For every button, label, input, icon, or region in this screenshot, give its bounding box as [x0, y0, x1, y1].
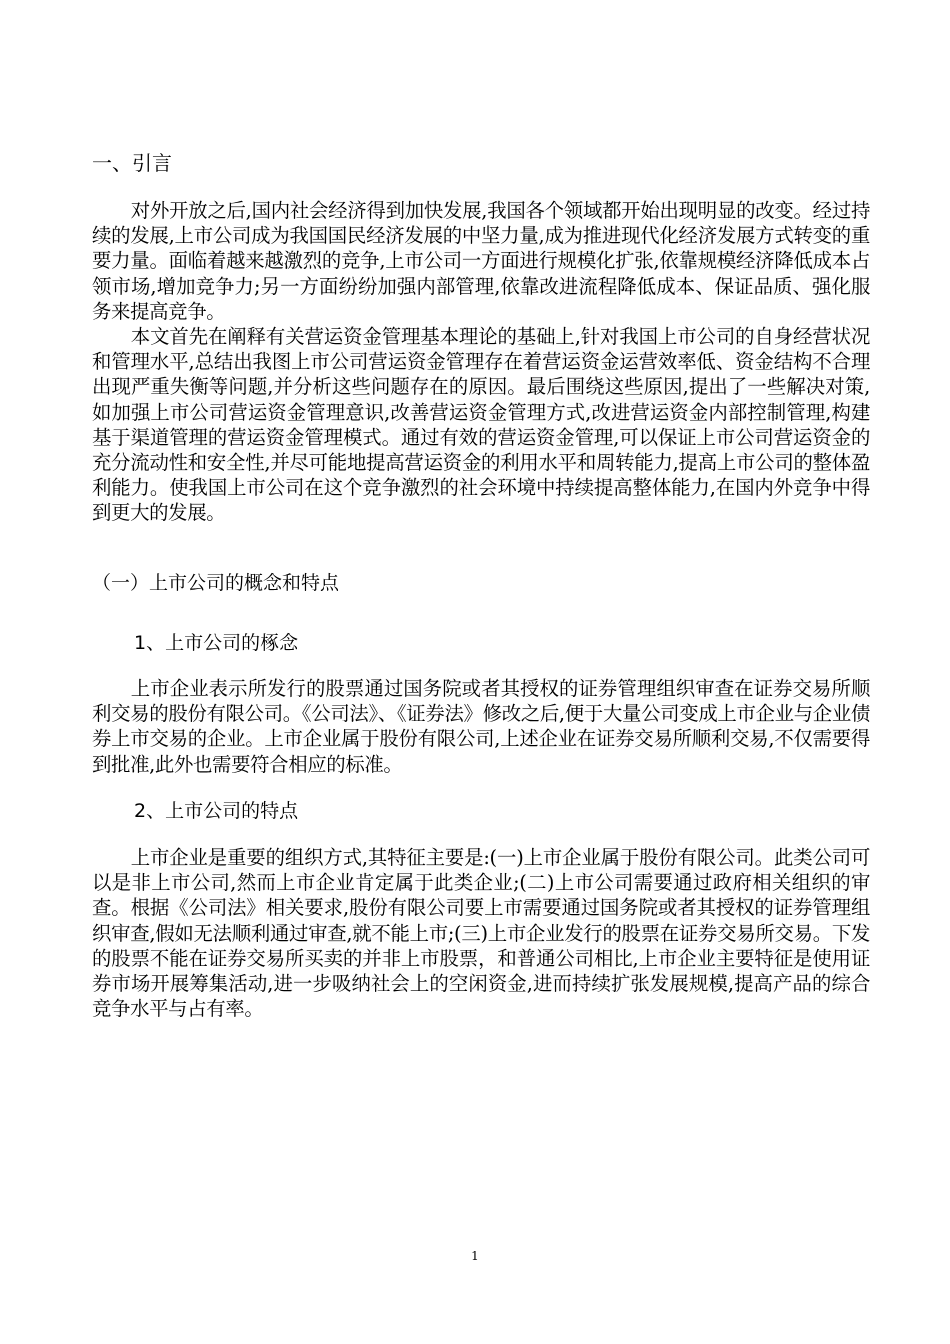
page-number: 1 [471, 1249, 479, 1263]
intro-paragraph-1: 对外开放之后,国内社会经济得到加快发展,我国各个领域都开始出现明显的改变。经过持续的发展,上市公司成为我国国民经济发展的中坚力量,成为推进现代化经济发展方式转变的重要力量。面临着越来越激烈的竞争,上市公司一方面进行规模化扩张,依靠规模经济降低成本占领市场,增加竞争力;另一方面纷纷加强内部管理,依靠改进流程降低成本、保证品质、强化服务来提高竞争。 [92, 199, 870, 323]
section-heading-concept-features: （一）上市公司的概念和特点 [92, 572, 340, 594]
heading-introduction: 一、引言 [92, 151, 172, 175]
concept-paragraph: 上市企业表示所发行的股票通过国务院或者其授权的证券管理组织审查在证券交易所顺利交易的股份有限公司。《公司法》、《证券法》修改之后,便于大量公司变成上市企业与企业债券上市交易的企业。上市企业属于股份有限公司,上述企业在证券交易所顺利交易,不仅需要得到批准,此外也需要符合相应的标准。 [92, 677, 870, 776]
subheading-features: 2、上市公司的特点 [134, 800, 299, 822]
subheading-concept: 1、上市公司的椓念 [134, 632, 299, 654]
features-paragraph: 上市企业是重要的组织方式,其特征主要是:(一)上市企业属于股份有限公司。此类公司可以是非上市公司,然而上市企业肯定属于此类企业;(二)上市公司需要通过政府相关组织的审查。根据《公司法》相关要求,股份有限公司要上市需要通过国务院或者其授权的证券管理组织审查,假如无法顺利通过审查,就不能上市;(三)上市企业发行的股票在证券交易所交易。下发的股票不能在证券交易所买卖的并非上市股票，和普通公司相比,上市企业主要特征是使用证券市场开展筹集活动,进一步吸纳社会上的空闲资金,进而持续扩张发展规模,提高产品的综合竞争水平与占有率。 [92, 846, 870, 1021]
intro-paragraph-2: 本文首先在阐释有关营运资金管理基本理论的基础上,针对我国上市公司的自身经营状况和管理水平,总结出我图上市公司营运资金管理存在着营运资金运营效率低、资金结构不合理出现严重失衡等问题,并分析这些问题存在的原因。最后围绕这些原因,提出了一些解决对策,如加强上市公司营运资金管理意识,改善营运资金管理方式,改进营运资金内部控制管理,构建基于渠道管理的营运资金管理模式。通过有效的营运资金管理,可以保证上市公司营运资金的充分流动性和安全性,并尽可能地提高营运资金的利用水平和周转能力,提高上市公司的整体盈利能力。使我国上市公司在这个竞争激烈的社会环境中持续提高整体能力,在国内外竞争中得到更大的发展。 [92, 325, 870, 525]
